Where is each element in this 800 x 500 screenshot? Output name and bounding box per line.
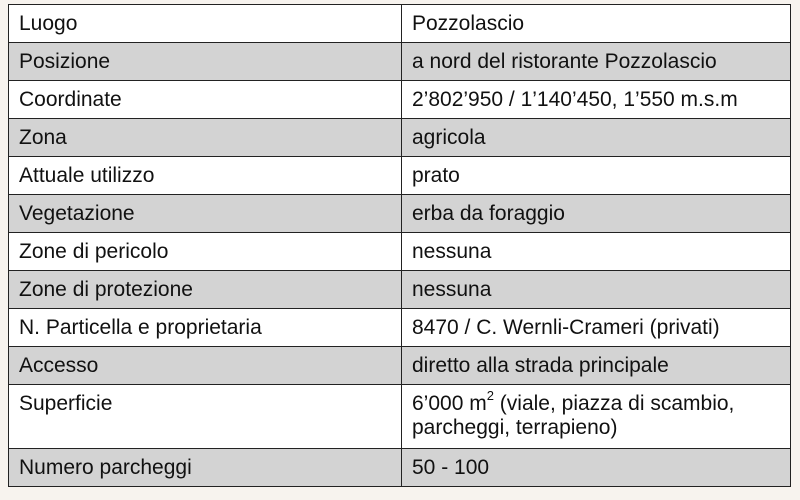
row-value: prato	[402, 157, 791, 195]
table-row-numero-parcheggi	[9, 449, 791, 487]
row-value	[402, 385, 791, 449]
site-info-table	[8, 4, 791, 487]
value-text-line2: parcheggi, terrapieno)	[412, 416, 618, 439]
row-label: Luogo	[9, 5, 402, 43]
row-value: nessuna	[402, 271, 791, 309]
row-label: Zona	[9, 119, 402, 157]
value-text: 6’000 m	[412, 392, 487, 415]
table-row-superficie	[9, 385, 791, 449]
table-row-luogo	[9, 5, 791, 43]
row-label: N. Particella e proprietaria	[9, 309, 402, 347]
row-label: Coordinate	[9, 81, 402, 119]
row-label: Superficie	[9, 385, 402, 449]
row-label: Attuale utilizzo	[9, 157, 402, 195]
row-value: diretto alla strada principale	[402, 347, 791, 385]
row-label: Posizione	[9, 43, 402, 81]
row-label: Zone di protezione	[9, 271, 402, 309]
row-value: nessuna	[402, 233, 791, 271]
table-row-attuale-utilizzo	[9, 157, 791, 195]
row-value: a nord del ristorante Pozzolascio	[402, 43, 791, 81]
row-value: 2’802’950 / 1’140’450, 1’550 m.s.m	[402, 81, 791, 119]
value-text: (viale, piazza di scambio,	[493, 392, 735, 415]
row-label: Vegetazione	[9, 195, 402, 233]
row-label: Numero parcheggi	[9, 449, 402, 487]
table-row-zone-di-pericolo	[9, 233, 791, 271]
row-value: agricola	[402, 119, 791, 157]
table-row-vegetazione	[9, 195, 791, 233]
superscript: 2	[486, 388, 494, 403]
table-row-particella	[9, 309, 791, 347]
row-value: 50 - 100	[402, 449, 791, 487]
row-value: erba da foraggio	[402, 195, 791, 233]
table-row-zona	[9, 119, 791, 157]
row-value: Pozzolascio	[402, 5, 791, 43]
table-row-coordinate	[9, 81, 791, 119]
table-row-accesso	[9, 347, 791, 385]
row-value: 8470 / C. Wernli-Crameri (privati)	[402, 309, 791, 347]
table-row-posizione	[9, 43, 791, 81]
row-label: Zone di pericolo	[9, 233, 402, 271]
table-row-zone-di-protezione	[9, 271, 791, 309]
row-label: Accesso	[9, 347, 402, 385]
